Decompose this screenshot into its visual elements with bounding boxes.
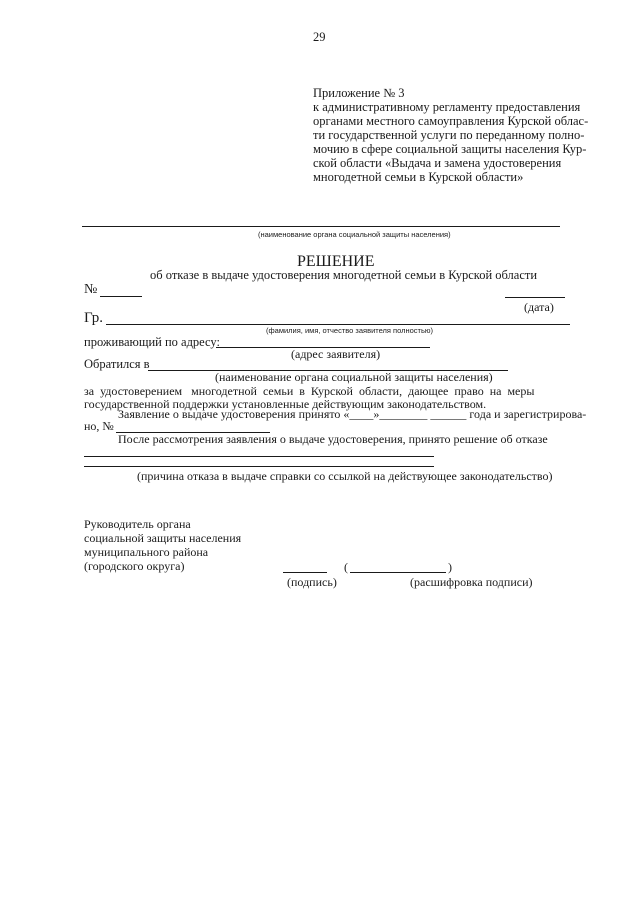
- purpose-text-line: государственной поддержки установленные действующим законодательством.: [84, 397, 487, 411]
- citizen-label: Гр.: [84, 310, 103, 326]
- appendix-line: ской области «Выдача и замена удостоверения: [313, 156, 562, 170]
- organ-name-caption: (наименование органа социальной защиты населения): [258, 230, 451, 239]
- decision-number-line: [100, 296, 142, 297]
- head-title-line: социальной защиты населения: [84, 531, 242, 545]
- appendix-line: ти государственной услуги по переданному полно-: [313, 128, 585, 142]
- date-caption: (дата): [524, 300, 554, 314]
- signature-line: [283, 572, 327, 573]
- appendix-line: многодетной семьи в Курской области»: [313, 170, 524, 184]
- bracket-close: ): [448, 560, 452, 574]
- decision-number-label: №: [84, 282, 98, 297]
- address-caption: (адрес заявителя): [291, 347, 381, 361]
- reason-caption: (причина отказа в выдаче справки со ссылкой на действующее законодательство): [137, 469, 553, 483]
- applied-label: Обратился в: [84, 357, 150, 371]
- reason-line: [84, 456, 434, 457]
- page-number: 29: [313, 30, 326, 44]
- statement-text-line: Заявление о выдаче удостоверения принято «____»________ ______ года и зарегистрирова-: [118, 407, 587, 421]
- head-title-line: муниципального района: [84, 545, 209, 559]
- bracket-open: (: [344, 560, 348, 574]
- head-title-line: Руководитель органа: [84, 517, 191, 531]
- date-line: [505, 297, 565, 298]
- appendix-line: органами местного самоуправления Курской облас-: [313, 114, 589, 128]
- document-title: РЕШЕНИЕ: [297, 253, 375, 270]
- appendix-line: Приложение № 3: [313, 86, 405, 100]
- decision-text-line: После рассмотрения заявления о выдаче удостоверения, принято решение об отказе: [118, 432, 548, 446]
- signature-decode-caption: (расшифровка подписи): [410, 575, 533, 589]
- reason-line: [84, 466, 434, 467]
- signature-decode-line: [350, 572, 446, 573]
- purpose-text-line: за удостоверением многодетной семьи в Курской области, дающее право на меры: [84, 384, 535, 398]
- appendix-line: к административному регламенту предоставления: [313, 100, 581, 114]
- head-title-line: (городского округа): [84, 559, 185, 573]
- organ-name-line: [82, 226, 560, 227]
- appendix-header: [313, 86, 603, 184]
- document-subtitle: об отказе в выдаче удостоверения многодетной семьи в Курской области: [150, 268, 538, 282]
- signature-caption: (подпись): [287, 575, 337, 589]
- citizen-name-line: [106, 324, 570, 325]
- appendix-line: мочию в сфере социальной защиты населения Кур-: [313, 142, 587, 156]
- citizen-caption: (фамилия, имя, отчество заявителя полностью): [266, 326, 434, 335]
- statement-text-line: но, №: [84, 419, 114, 433]
- address-label: проживающий по адресу:: [84, 335, 220, 349]
- applied-caption: (наименование органа социальной защиты населения): [215, 370, 493, 384]
